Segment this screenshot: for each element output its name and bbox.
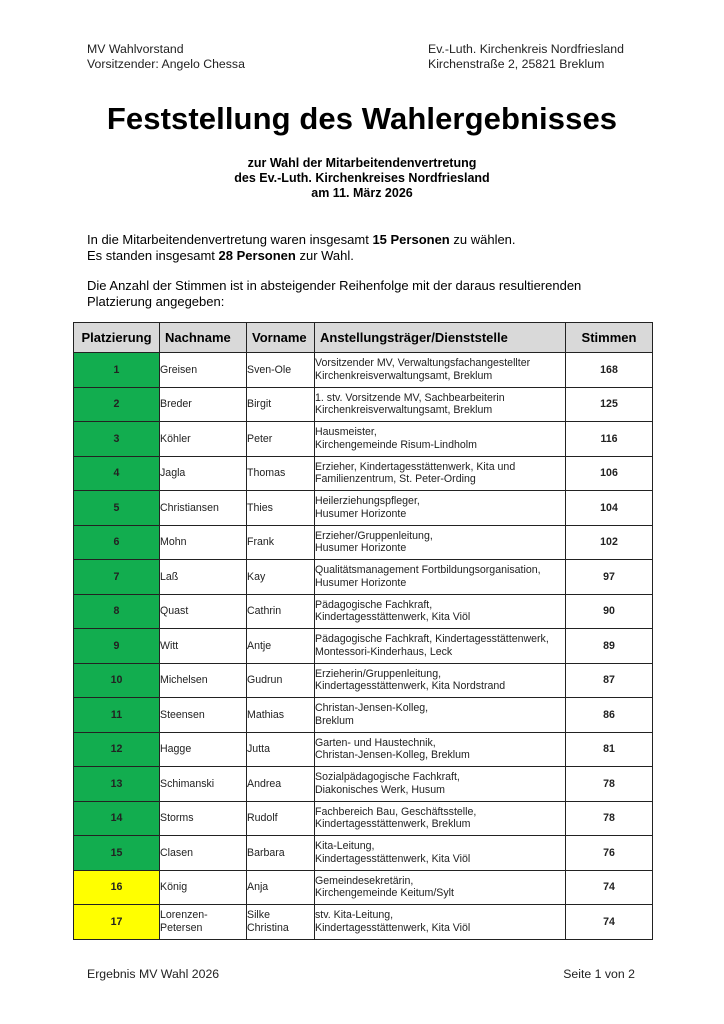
organization-line: Fachbereich Bau, Geschäftsstelle, xyxy=(315,805,477,818)
votes-cell: 106 xyxy=(566,456,653,491)
firstname-text: Peter xyxy=(247,432,273,445)
table-row xyxy=(74,353,653,388)
lastname-text: Jagla xyxy=(160,467,186,479)
votes-cell: 168 xyxy=(566,353,653,388)
firstname-cell xyxy=(247,836,315,871)
text: In die Mitarbeitendenvertretung waren insgesamt xyxy=(87,232,373,247)
firstname-cell xyxy=(247,801,315,836)
table-row xyxy=(74,801,653,836)
organization-line: Kindertagesstättenwerk, Breklum xyxy=(315,818,471,831)
text: Es standen insgesamt xyxy=(87,247,219,263)
table-row xyxy=(74,870,653,905)
organization-cell xyxy=(315,836,566,871)
table-header-row xyxy=(74,323,653,353)
firstname-cell xyxy=(247,732,315,767)
firstname-text: Jutta xyxy=(247,743,270,755)
firstname-text: Birgit xyxy=(247,398,272,410)
rank-cell: 14 xyxy=(74,801,160,836)
organization-line: Gemeindesekretärin, xyxy=(315,874,414,887)
organization-line: Pädagogische Fachkraft, Kindertagesstättenwerk, xyxy=(315,633,549,646)
subtitle-line: des Ev.-Luth. Kirchenkreises Nordfriesland xyxy=(234,171,490,185)
firstname-text: Andrea xyxy=(247,777,282,790)
seats-count: 15 Personen xyxy=(372,232,450,247)
organization-cell xyxy=(315,422,566,457)
firstname-cell xyxy=(247,629,315,664)
lastname-cell xyxy=(160,560,247,595)
table-row xyxy=(74,732,653,767)
text: Die Anzahl der Stimmen ist in absteigender Reihenfolge mit der daraus resultierenden xyxy=(87,278,582,293)
table-row xyxy=(74,698,653,733)
rank-cell: 7 xyxy=(74,560,160,595)
firstname-text: Barbara xyxy=(247,846,285,859)
lastname-text: Steensen xyxy=(160,708,205,721)
organization-cell xyxy=(315,456,566,491)
votes-cell: 87 xyxy=(566,663,653,698)
rank-cell: 11 xyxy=(74,698,160,733)
lastname-text: Michelsen xyxy=(160,674,208,686)
candidates-count: 28 Personen xyxy=(218,247,296,263)
votes-cell: 116 xyxy=(566,422,653,457)
rank-cell: 15 xyxy=(74,836,160,871)
organization-line: Kindertagesstättenwerk, Kita Viöl xyxy=(315,852,471,865)
firstname-cell xyxy=(247,870,315,905)
organization-line: Erzieher, Kindertagesstättenwerk, Kita und xyxy=(315,460,516,473)
lastname-line: Lorenzen- xyxy=(160,909,208,922)
header-right xyxy=(428,42,624,72)
organization-line: Garten- und Haustechnik, xyxy=(315,736,436,749)
rank-cell: 13 xyxy=(74,767,160,802)
organization-cell xyxy=(315,594,566,629)
organization-line: Kindertagesstättenwerk, Kita Viöl xyxy=(315,611,471,624)
lastname-text: Clasen xyxy=(160,846,193,859)
rank-cell: 12 xyxy=(74,732,160,767)
chairperson: Vorsitzender: Angelo Chessa xyxy=(87,57,245,71)
votes-cell: 86 xyxy=(566,698,653,733)
lastname-text: Christiansen xyxy=(160,501,219,514)
firstname-cell xyxy=(247,456,315,491)
organization-cell xyxy=(315,767,566,802)
page-title: Feststellung des Wahlergebnisses xyxy=(106,101,618,136)
organization-cell xyxy=(315,663,566,698)
rank-cell: 17 xyxy=(74,905,160,940)
lastname-cell xyxy=(160,629,247,664)
column-header-firstname: Vorname xyxy=(247,323,315,353)
firstname-cell xyxy=(247,491,315,526)
organization-cell xyxy=(315,732,566,767)
firstname-text: Rudolf xyxy=(247,812,278,824)
lastname-cell xyxy=(160,870,247,905)
lastname-text: Greisen xyxy=(160,363,198,376)
lastname-text: Storms xyxy=(160,812,194,824)
organization-line: Qualitätsmanagement Fortbildungsorganisation, xyxy=(315,564,541,577)
lastname-text: Breder xyxy=(160,398,192,410)
lastname-text: Schimanski xyxy=(160,777,215,790)
organization-cell xyxy=(315,387,566,422)
firstname-cell xyxy=(247,387,315,422)
organization-address: Kirchenstraße 2, 25821 Breklum xyxy=(428,57,605,71)
votes-cell: 89 xyxy=(566,629,653,664)
rank-cell: 5 xyxy=(74,491,160,526)
table-row xyxy=(74,767,653,802)
lastname-cell xyxy=(160,905,247,940)
organization-line: Hausmeister, xyxy=(315,426,377,439)
organization-line: stv. Kita-Leitung, xyxy=(315,909,394,922)
subtitle-line: zur Wahl der Mitarbeitendenvertretung xyxy=(247,156,477,170)
page-subtitle xyxy=(0,156,724,201)
firstname-text: Frank xyxy=(247,536,275,548)
votes-cell: 74 xyxy=(566,870,653,905)
votes-cell: 90 xyxy=(566,594,653,629)
rank-cell: 6 xyxy=(74,525,160,560)
organization-line: Familienzentrum, St. Peter-Ording xyxy=(315,473,476,486)
intro-paragraph-order xyxy=(87,278,581,309)
votes-cell: 76 xyxy=(566,836,653,871)
table-row xyxy=(74,905,653,940)
firstname-line: Christina xyxy=(247,921,289,934)
rank-cell: 10 xyxy=(74,663,160,698)
lastname-text: Laß xyxy=(160,570,179,583)
lastname-cell xyxy=(160,491,247,526)
organization-cell xyxy=(315,801,566,836)
organization-line: Christan-Jensen-Kolleg, Breklum xyxy=(315,749,470,762)
rank-cell: 9 xyxy=(74,629,160,664)
lastname-cell xyxy=(160,387,247,422)
firstname-cell xyxy=(247,767,315,802)
organization-line: Kindertagesstättenwerk, Kita Nordstrand xyxy=(315,680,506,693)
rank-cell: 1 xyxy=(74,353,160,388)
intro-paragraph-seats xyxy=(87,232,581,248)
text: Platzierung angegeben: xyxy=(87,293,225,309)
votes-cell: 74 xyxy=(566,905,653,940)
organization-cell xyxy=(315,491,566,526)
lastname-cell xyxy=(160,767,247,802)
votes-cell: 102 xyxy=(566,525,653,560)
organization-cell xyxy=(315,629,566,664)
lastname-line: Petersen xyxy=(160,921,203,934)
organization-line: Vorsitzender MV, Verwaltungsfachangestellter xyxy=(315,357,531,370)
organization-line: Kirchenkreisverwaltungsamt, Breklum xyxy=(315,404,493,417)
lastname-text: Hagge xyxy=(160,743,192,755)
election-date: am 11. März 2026 xyxy=(311,186,413,200)
organization-cell xyxy=(315,525,566,560)
table-row xyxy=(74,387,653,422)
firstname-text: Thies xyxy=(247,501,273,514)
firstname-line: Silke xyxy=(247,909,270,922)
organization-line: Montessori-Kinderhaus, Leck xyxy=(315,645,453,658)
rank-cell: 8 xyxy=(74,594,160,629)
organization-line: Pädagogische Fachkraft, xyxy=(315,598,433,611)
text: zur Wahl. xyxy=(295,247,354,263)
firstname-cell xyxy=(247,594,315,629)
footer-document-name: Ergebnis MV Wahl 2026 xyxy=(87,967,220,981)
organization-name: Ev.-Luth. Kirchenkreis Nordfriesland xyxy=(428,42,624,56)
table-row xyxy=(74,594,653,629)
rank-cell: 16 xyxy=(74,870,160,905)
organization-cell xyxy=(315,698,566,733)
lastname-cell xyxy=(160,732,247,767)
votes-cell: 125 xyxy=(566,387,653,422)
column-header-lastname: Nachname xyxy=(160,323,247,353)
firstname-text: Gudrun xyxy=(247,674,283,686)
votes-cell: 81 xyxy=(566,732,653,767)
intro-text xyxy=(87,232,581,309)
organization-line: Kirchengemeinde Risum-Lindholm xyxy=(315,438,477,451)
lastname-cell xyxy=(160,698,247,733)
organization-line: Diakonisches Werk, Husum xyxy=(315,783,445,796)
lastname-text: Witt xyxy=(160,639,179,652)
lastname-text: König xyxy=(160,881,188,893)
rank-cell: 2 xyxy=(74,387,160,422)
rank-cell: 4 xyxy=(74,456,160,491)
votes-cell: 104 xyxy=(566,491,653,526)
column-header-organization: Anstellungsträger/Dienststelle xyxy=(315,323,566,353)
organization-line: Christan-Jensen-Kolleg, xyxy=(315,702,429,715)
firstname-text: Thomas xyxy=(247,467,286,479)
organization-line: Heilerziehungspfleger, xyxy=(315,495,420,508)
table-row xyxy=(74,491,653,526)
table-row xyxy=(74,629,653,664)
lastname-cell xyxy=(160,836,247,871)
lastname-cell xyxy=(160,353,247,388)
organization-line: Kirchenkreisverwaltungsamt, Breklum xyxy=(315,369,493,382)
results-table xyxy=(73,322,653,940)
firstname-text: Anja xyxy=(247,881,269,893)
column-header-votes: Stimmen xyxy=(566,323,653,353)
firstname-text: Cathrin xyxy=(247,605,282,617)
organization-line: 1. stv. Vorsitzende MV, Sachbearbeiterin xyxy=(315,391,505,404)
table-row xyxy=(74,836,653,871)
firstname-cell xyxy=(247,422,315,457)
firstname-cell xyxy=(247,663,315,698)
firstname-text: Antje xyxy=(247,639,272,652)
firstname-cell xyxy=(247,525,315,560)
table-row xyxy=(74,456,653,491)
text: zu wählen. xyxy=(449,232,516,247)
organization-line: Husumer Horizonte xyxy=(315,542,407,555)
votes-cell: 97 xyxy=(566,560,653,595)
organization-cell xyxy=(315,560,566,595)
lastname-text: Mohn xyxy=(160,536,187,548)
organization-line: Erzieherin/Gruppenleitung, xyxy=(315,667,442,680)
organization-line: Kindertagesstättenwerk, Kita Viöl xyxy=(315,921,471,934)
votes-cell: 78 xyxy=(566,801,653,836)
table-row xyxy=(74,525,653,560)
lastname-cell xyxy=(160,456,247,491)
committee-name: MV Wahlvorstand xyxy=(87,42,184,56)
rank-cell: 3 xyxy=(74,422,160,457)
lastname-text: Köhler xyxy=(160,432,191,445)
firstname-cell xyxy=(247,353,315,388)
header-left xyxy=(87,42,245,72)
organization-cell xyxy=(315,905,566,940)
lastname-cell xyxy=(160,594,247,629)
lastname-cell xyxy=(160,663,247,698)
organization-cell xyxy=(315,870,566,905)
firstname-text: Kay xyxy=(247,570,266,583)
organization-cell xyxy=(315,353,566,388)
lastname-text: Quast xyxy=(160,605,189,617)
organization-line: Erzieher/Gruppenleitung, xyxy=(315,529,433,542)
organization-line: Sozialpädagogische Fachkraft, xyxy=(315,771,460,784)
firstname-text: Sven-Ole xyxy=(247,363,292,376)
firstname-cell xyxy=(247,698,315,733)
table-row xyxy=(74,422,653,457)
table-row xyxy=(74,663,653,698)
firstname-text: Mathias xyxy=(247,708,285,721)
votes-cell: 78 xyxy=(566,767,653,802)
lastname-cell xyxy=(160,525,247,560)
table-row xyxy=(74,560,653,595)
organization-line: Breklum xyxy=(315,714,354,727)
organization-line: Kirchengemeinde Keitum/Sylt xyxy=(315,887,454,900)
lastname-cell xyxy=(160,422,247,457)
column-header-rank: Platzierung xyxy=(74,323,160,353)
firstname-cell xyxy=(247,560,315,595)
firstname-cell xyxy=(247,905,315,940)
intro-paragraph-candidates xyxy=(87,248,581,264)
organization-line: Husumer Horizonte xyxy=(315,576,407,589)
footer-page-number: Seite 1 von 2 xyxy=(563,967,635,981)
organization-line: Kita-Leitung, xyxy=(315,840,375,853)
organization-line: Husumer Horizonte xyxy=(315,507,407,520)
lastname-cell xyxy=(160,801,247,836)
